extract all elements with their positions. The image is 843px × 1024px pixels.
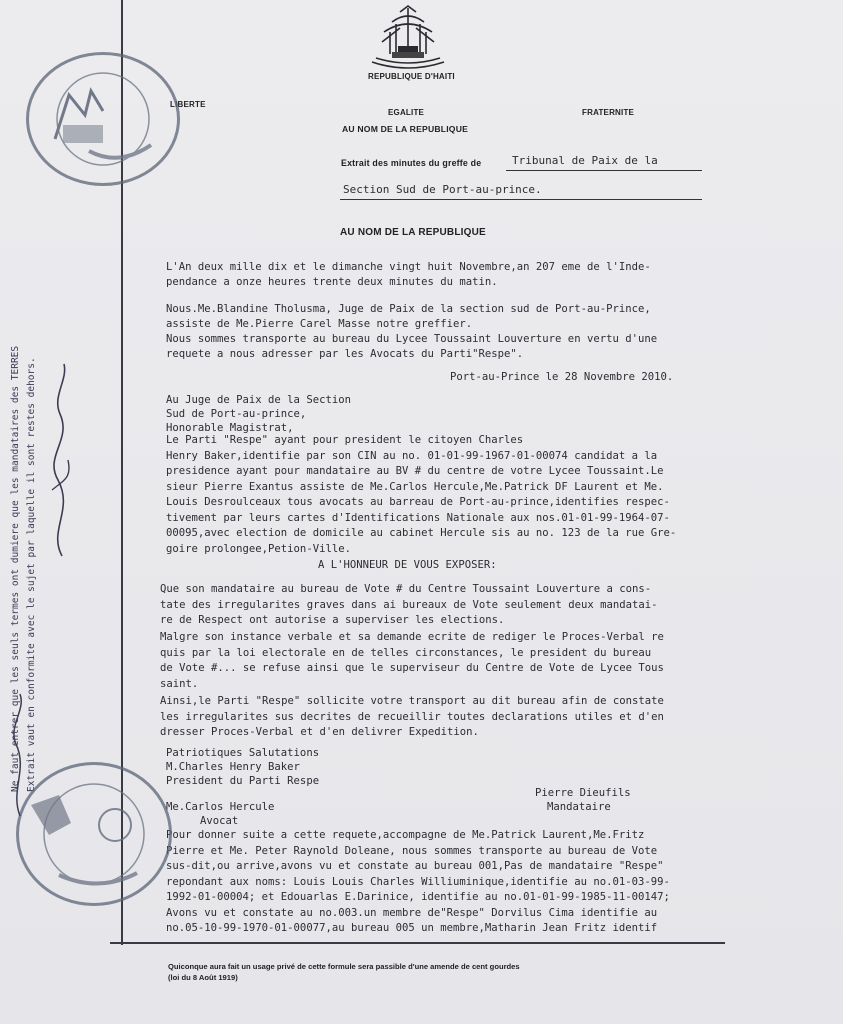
intro-line: pendance a onze heures trente deux minutes du matin.: [166, 276, 498, 288]
handwritten-initials-margin: [6, 690, 32, 820]
ainsi-line: dresser Proces-Verbal et d'en delivrer Expedition.: [160, 726, 479, 738]
final-line: Pierre et Me. Peter Raynold Doleane, nous sommes transporte au bureau de Vote: [166, 844, 658, 857]
ainsi-line: Ainsi,le Parti "Respe" sollicite votre transport au dit bureau afin de constate: [160, 695, 664, 707]
malgre-line: saint.: [160, 677, 199, 690]
malgre-line: quis par la loi electorale en de telles circonstances, le president du bureau: [160, 646, 652, 659]
closing-line: M.Charles Henry Baker: [166, 761, 300, 773]
parti-line: 00095,avec election de domicile au cabinet Hercule sis au no. 123 de la rue Gre-: [166, 527, 677, 539]
extrait-label: Extrait des minutes du greffe de: [341, 158, 482, 168]
signature-role: Avocat: [200, 815, 239, 827]
parti-line: goire prolongee,Petion-Ville.: [166, 542, 351, 555]
date-line: Port-au-Prince le 28 Novembre 2010.: [450, 371, 674, 383]
coat-of-arms-emblem: [362, 2, 454, 74]
closing-block: [166, 746, 319, 788]
closing-line: Patriotiques Salutations: [166, 747, 320, 759]
extrait-value-line-2: Section Sud de Port-au-prince.: [343, 183, 542, 196]
document-title: AU NOM DE LA REPUBLIQUE: [340, 227, 486, 238]
honneur-heading: A L'HONNEUR DE VOUS EXPOSER:: [318, 559, 497, 571]
nous-line: Nous sommes transporte au bureau du Lycee Toussaint Louverture en vertu d'une: [166, 333, 658, 345]
expose-line: tate des irregularites graves dans ai bureaux de Vote seulement deux mandatai-: [160, 598, 658, 611]
footer-law-reference: (loi du 8 Août 1919): [168, 973, 238, 982]
handwritten-signature-margin: [38, 360, 86, 560]
nous-line: requete a nous adresser par les Avocats du Parti"Respe".: [166, 348, 524, 360]
parti-line: presidence ayant pour mandataire au BV # du centre de votre Lycee Toussaint.Le: [166, 465, 664, 477]
margin-line: Extrait vaut en conformite avec le sujet par laquelle il sont restes dehors.: [26, 357, 37, 792]
parti-line: sieur Pierre Exantus assiste de Me.Carlos Hercule,Me.Patrick DF Laurent et Me.: [166, 480, 664, 493]
final-paragraph: [166, 828, 670, 937]
expose-line: re de Respect ont autorise a superviser les elections.: [160, 614, 505, 626]
footer-warning: Quiconque aura fait un usage privé de cette formule sera passible d'une amende de cent gourdes: [168, 962, 520, 971]
signature-role: Mandataire: [547, 801, 611, 813]
expose-line: Que son mandataire au bureau de Vote # du Centre Toussaint Louverture a cons-: [160, 583, 652, 595]
final-line: sus-dit,ou arrive,avons vu et constate au bureau 001,Pas de mandataire "Respe": [166, 860, 664, 872]
parti-line: Louis Desroulceaux tous avocats au barreau de Port-au-prince,identifies respec-: [166, 496, 670, 508]
official-stamp-top: [26, 52, 180, 186]
parti-line: Le Parti "Respe" ayant pour president le citoyen Charles: [166, 434, 524, 446]
republic-heading: REPUBLIQUE D'HAITI: [368, 72, 455, 81]
motto-egalite: EGALITE: [388, 108, 425, 117]
extrait-value-line-1: Tribunal de Paix de la: [512, 154, 658, 167]
malgre-line: de Vote #... se refuse ainsi que le superviseur du Centre de Vote de Lycee Tous: [160, 662, 664, 674]
parti-line: Henry Baker,identifie par son CIN au no. 01-01-99-1967-01-00074 candidat a la: [166, 449, 658, 462]
closing-line: President du Parti Respe: [166, 775, 320, 787]
motto-fraternite: FRATERNITE: [582, 108, 635, 117]
signature-avocat: [166, 800, 274, 828]
bottom-rule: [110, 942, 725, 944]
official-stamp-bottom: [16, 762, 172, 906]
nous-line: assiste de Me.Pierre Carel Masse notre greffier.: [166, 318, 473, 330]
nous-paragraph: [166, 302, 657, 362]
final-line: Avons vu et constate au no.003.un membre de"Respe" Dorvilus Cima identifie au: [166, 906, 658, 919]
final-line: 1992-01-00004; et Edouarlas E.Darinice, identifie au no.01-01-99-1985-11-00147;: [166, 891, 670, 903]
addressee-line: Au Juge de Paix de la Section: [166, 394, 351, 406]
au-nom-heading: AU NOM DE LA REPUBLIQUE: [342, 124, 469, 134]
margin-line: Ne faut entrer que les seuls termes ont dumiere que les mandataires des TERRES: [10, 345, 21, 792]
expose-paragraph: [160, 582, 657, 629]
signature-mandataire: [535, 786, 631, 814]
addressee-block: [166, 393, 351, 435]
addressee-line: Sud de Port-au-prince,: [166, 408, 307, 420]
motto-liberte: LIBERTE: [170, 100, 206, 109]
malgre-line: Malgre son instance verbale et sa demande ecrite de rediger le Proces-Verbal re: [160, 631, 664, 643]
ainsi-paragraph: [160, 694, 664, 741]
malgre-paragraph: [160, 630, 664, 692]
stamp-emblem-icon: [19, 765, 169, 903]
ainsi-line: les irregularites sus decrites de recueillir toutes declarations utiles et d'en: [160, 710, 664, 723]
intro-line: L'An deux mille dix et le dimanche vingt huit Novembre,an 207 eme de l'Inde-: [166, 261, 651, 273]
signature-name: Me.Carlos Hercule: [166, 801, 275, 813]
final-line: no.05-10-99-1970-01-00077,au bureau 005 un membre,Matharin Jean Fritz identif: [166, 922, 658, 934]
nous-line: Nous.Me.Blandine Tholusma, Juge de Paix de la section sud de Port-au-Prince,: [166, 303, 651, 315]
extrait-underline-1: [506, 170, 702, 171]
final-line: repondant aux noms: Louis Louis Charles Williuminique,identifie au no.01-03-99-: [166, 875, 670, 888]
final-line: Pour donner suite a cette requete,accompagne de Me.Patrick Laurent,Me.Fritz: [166, 829, 645, 841]
addressee-line: Honorable Magistrat,: [166, 422, 294, 434]
intro-paragraph: [166, 260, 651, 290]
signature-name: Pierre Dieufils: [535, 787, 631, 799]
parti-line: tivement par leurs cartes d'Identifications Nationale aux nos.01-01-99-1964-07-: [166, 511, 670, 524]
stamp-emblem-icon: [29, 55, 177, 183]
extrait-underline-2: [340, 199, 702, 200]
parti-paragraph: [166, 433, 676, 557]
